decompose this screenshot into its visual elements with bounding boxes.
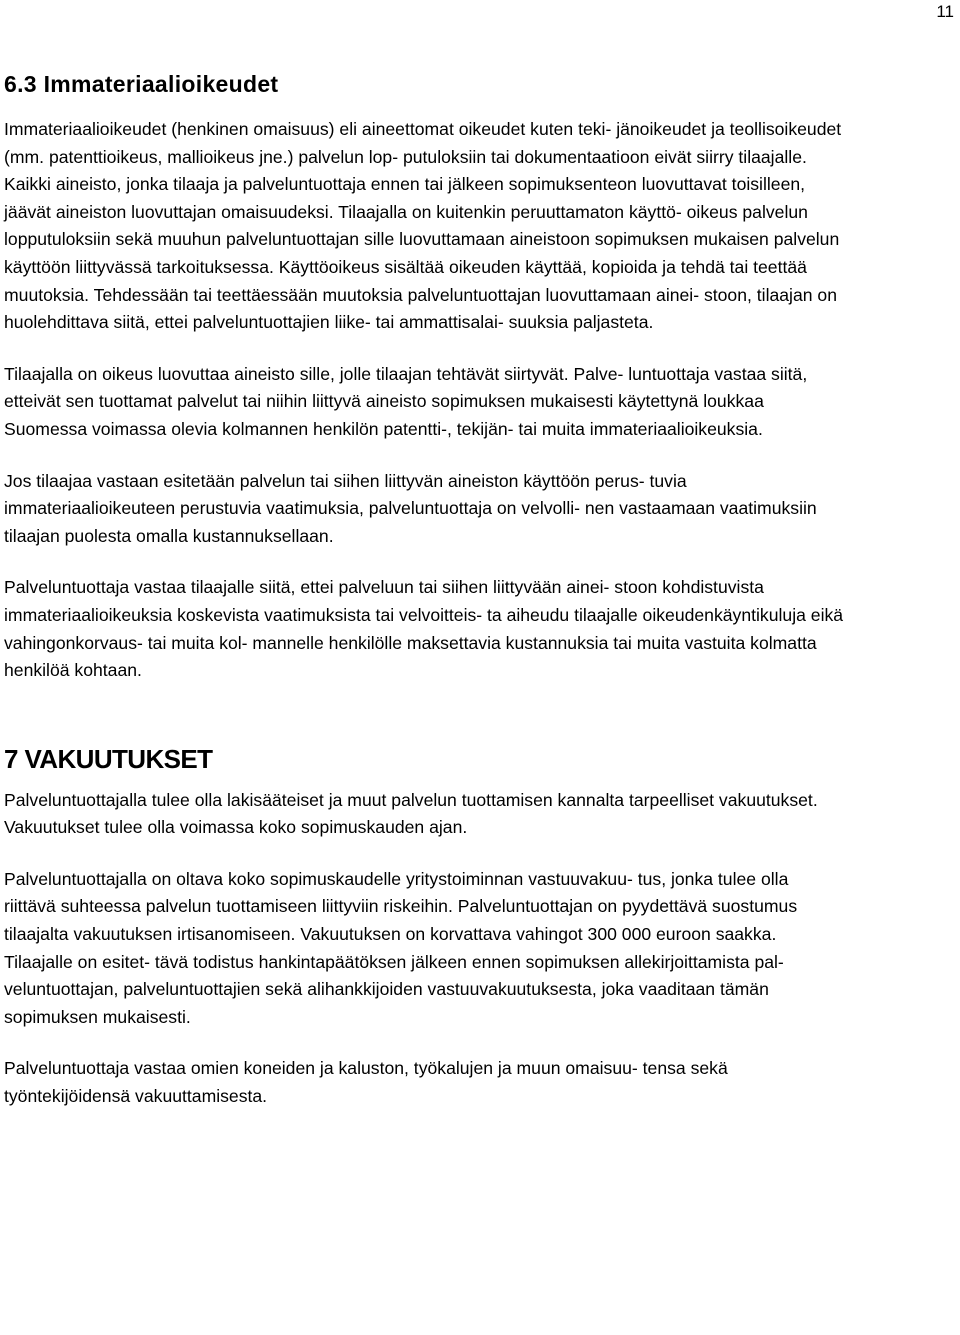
page-number: 11 — [936, 2, 954, 21]
section-7 — [4, 743, 844, 1111]
section-6-3-heading: 6.3 Immateriaalioikeudet — [4, 71, 279, 97]
section-7-paragraph-1: Palveluntuottajalla tulee olla lakisääteiset ja muut palvelun tuottamisen kannalta tarpeelliset vakuutukset. Vakuutukset tulee olla voimassa koko sopimuskauden ajan. — [4, 789, 818, 838]
section-6-3-paragraph-1: Immateriaalioikeudet (henkinen omaisuus) eli aineettomat oikeudet kuten teki- jänoikeudet ja teollisoikeudet (mm. patenttioikeus, mallioikeus jne.) palvelun lop- putuloksiin tai dokumentaatioon eivät siirry tilaajalle. Kaikki aineisto, jonka tilaaja ja palveluntuottaja ennen tai jälkeen sopimuksenteon luovuttavat toisilleen, jäävät aineiston luovuttajan omaisuudeksi. Tilaajalla on kuitenkin peruuttamaton käyttö- oikeus palvelun lopputuloksiin sekä muuhun palveluntuottajan sille luovuttamaan aineistoon sopimuksen mukaisen palvelun käyttöön liittyvässä tarkoituksessa. Käyttöoikeus sisältää oikeuden käyttää, kopioida ja tehdä tai teettää muutoksia. Tehdessään tai teettäessään muutoksia palveluntuottajan luovuttamaan ainei- stoon, tilaajan on huolehdittava siitä, ettei palveluntuottajien liike- tai ammattisalai- suuksia paljasteta. — [4, 119, 842, 333]
section-7-heading: 7 VAKUUTUKSET — [4, 743, 213, 774]
section-7-paragraph-2: Palveluntuottajalla on oltava koko sopimuskaudelle yritystoiminnan vastuuvakuu- tus, jonka tulee olla riittävä suhteessa palvelun tuottamiseen liittyviin riskeihin. Palveluntuottajan on pyydettävä suostumus tilaajalta vakuutuksen irtisanomiseen. Vakuutuksen on korvattava vahingot 300 000 euroon saakka. Tilaajalle on esitet- tävä todistus hankintapäätöksen jälkeen ennen sopimuksen allekirjoittamista pal- veluntuottajan, palveluntuottajien sekä alihankkijoiden vastuuvakuutuksesta, joka vaaditaan tämän sopimuksen mukaisesti. — [4, 868, 798, 1027]
section-7-paragraph-3: Palveluntuottaja vastaa omien koneiden ja kaluston, työkalujen ja muun omaisuu- tensa sekä työntekijöidensä vakuuttamisesta. — [4, 1058, 728, 1107]
section-6-3-paragraph-2: Tilaajalla on oikeus luovuttaa aineisto sille, jolle tilaajan tehtävät siirtyvät. Palve- luntuottaja vastaa siitä, etteivät sen tuottamat palvelut tai niihin liittyvä aineisto sopimuksen mukaisesti käytettynä loukkaa Suomessa voimassa olevia kolmannen henkilön patentti-, tekijän- tai muita immateriaalioikeuksia. — [4, 363, 808, 439]
section-6-3-paragraph-3: Jos tilaajaa vastaan esitetään palvelun tai siihen liittyvän aineiston käyttöön perus- tuvia immateriaalioikeuteen perustuvia vaatimuksia, palveluntuottaja on velvolli- nen vastaamaan vaatimuksiin tilaajan puolesta omalla kustannuksellaan. — [4, 470, 817, 546]
section-6-3 — [4, 68, 844, 685]
section-6-3-paragraph-4: Palveluntuottaja vastaa tilaajalle siitä, ettei palveluun tai siihen liittyvään ainei- stoon kohdistuvista immateriaalioikeuksia koskevista vaatimuksista tai velvoitteis- ta aiheudu tilaajalle oikeudenkäyntikuluja eikä vahingonkorvaus- tai muita kol- mannelle henkilölle maksettavia kustannuksia tai muita vastuita kolmatta henkilöä kohtaan. — [4, 577, 844, 681]
page-content — [4, 68, 844, 1135]
